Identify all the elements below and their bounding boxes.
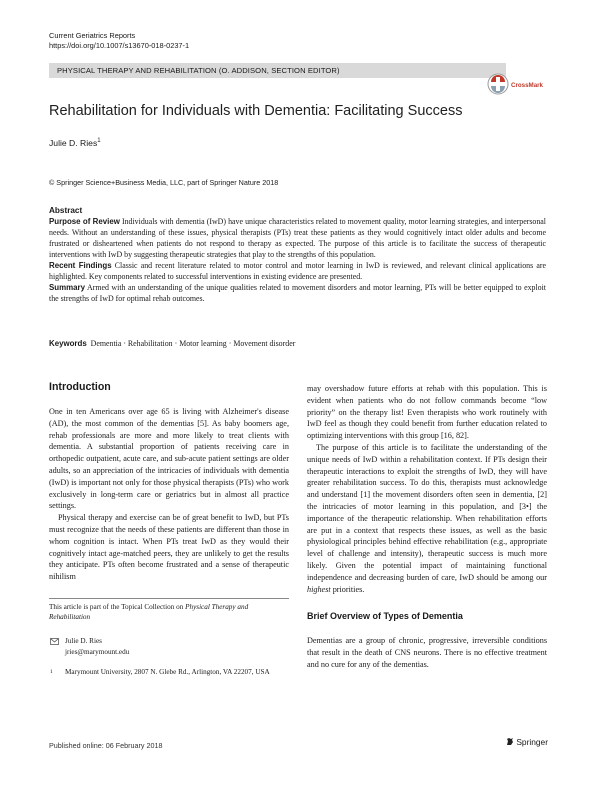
- crossmark-label: CrossMark: [511, 82, 543, 89]
- purpose-text: Individuals with dementia (IwD) have unique characteristics related to movement quality, motor learning strategies, and interpersonal needs. Without an understanding of these issues, physical therapists (PTs) treat these patients as they would cognitively intact older adults and become frustrated or disheartened when patients do not respond to therapy as expected. The purpose of this article is to facilitate the success of therapeutic interventions with IwD by suggesting therapeutic strategies that play to the strengths of this population.: [49, 217, 546, 259]
- left-paragraph-2: Physical therapy and exercise can be of great benefit to IwD, but PTs must recognize that the needs of these patients are different than those in whom cognition is intact. When PTs treat IwD as they would their cognitively intact age-matched peers, they are unlikely to get the results they anticipate. PTs often become frustrated and a sense of therapeutic nihilism: [49, 513, 289, 582]
- article-title: Rehabilitation for Individuals with Dementia: Facilitating Success: [49, 103, 463, 119]
- findings-text: Classic and recent literature related to motor control and motor learning in IwD is reviewed, and relevant clinical applications are highlighted. Key components related to successful interventions in existing evidence are presented.: [49, 261, 546, 281]
- affiliation-number: 1: [50, 669, 53, 675]
- footnote-rule: [49, 598, 289, 599]
- journal-doi[interactable]: https://doi.org/10.1007/s13670-018-0237-1: [49, 41, 190, 50]
- right-column: [307, 383, 547, 671]
- summary-label: Summary: [49, 283, 85, 292]
- introduction-heading: Introduction: [49, 381, 111, 393]
- summary-text: Armed with an understanding of the unique qualities related to movement disorders and motor learning, PTs will be better equipped to exploit the strengths of IwD for optimal rehab outcomes.: [49, 283, 547, 303]
- purpose-label: Purpose of Review: [49, 217, 120, 226]
- topical-collection-note: [49, 602, 289, 622]
- right-paragraph-1: may overshadow future efforts at rehab with this population. This is evident when patients who do not follow commands become “low priority” on the therapy list! Even therapists who work routinely with IwD feel as though they could benefit from further education related to optimizing interventions with this group [16, 82].: [307, 384, 547, 441]
- keywords-list: Dementia · Rehabilitation · Motor learning · Movement disorder: [90, 339, 296, 348]
- published-date: Published online: 06 February 2018: [49, 741, 163, 750]
- author-name[interactable]: Julie D. Ries: [49, 138, 98, 148]
- footnote-prefix: This article is part of the Topical Collection on: [49, 603, 184, 611]
- left-paragraph-1: One in ten Americans over age 65 is living with Alzheimer's disease (AD), the most common of the dementias [5]. As baby boomers age, rehab professionals are more and more likely to treat clients with dementia. A substantial proportion of patients receiving care in orthopedic outpatient, acute care, and sub-acute patient settings are older adults, so an appreciation of the intricacies of individuals with dementia (IwD) is important not only for those physical therapists (PTs) who work exclusively in long-term care or geriatrics but in almost all practice settings.: [49, 407, 289, 511]
- contact-name: Julie D. Ries: [65, 637, 102, 645]
- right-paragraph-3: Dementias are a group of chronic, progressive, irreversible conditions that result in the death of CNS neurons. There is no effective treatment and no cure for any of the dementias.: [307, 636, 547, 669]
- affiliation: [49, 667, 289, 678]
- introduction-heading-wrap: [49, 381, 111, 393]
- journal-info: [49, 31, 189, 51]
- abstract-heading: Abstract: [49, 206, 83, 215]
- left-column: [49, 406, 289, 583]
- springer-horse-icon: [506, 737, 514, 748]
- author-line: [49, 138, 101, 148]
- publisher-logo: [506, 737, 548, 748]
- contact-email[interactable]: jries@marymount.edu: [65, 648, 130, 656]
- section-header: PHYSICAL THERAPY AND REHABILITATION (O. ADDISON, SECTION EDITOR): [49, 63, 506, 78]
- keywords: [49, 339, 295, 348]
- crossmark-icon: [487, 71, 557, 97]
- dementia-types-heading: Brief Overview of Types of Dementia: [307, 611, 463, 622]
- emphasis-highest: highest: [307, 584, 331, 594]
- publisher-name: Springer: [516, 737, 548, 747]
- crossmark-badge[interactable]: [487, 71, 557, 97]
- right-paragraph-2-text: The purpose of this article is to facilitate the understanding of the unique needs of IwD within a rehabilitation context. If PTs design their therapeutic interactions to exploit the strengths of IwD, they will have greater rehabilitation success. To do this, therapists must acknowledge and understand [1] the movement disorders often seen in dementia, [2] the intricacies of motor learning in this population, and [3•] the importance of the therapeutic relationship. When rehabilitation efforts are put in a context that respects these issues, as well as the basic physiological principles behind effective rehabilitation (e.g., appropriate level of challenge and intensity), therapeutic success is much more likely. Given the potential impact of maintaining functional independence and decreasing burden of care, IwD should be among our: [307, 442, 547, 582]
- right-paragraph-2: [307, 442, 547, 595]
- findings-label: Recent Findings: [49, 261, 112, 270]
- footnote-topic[interactable]: Physical Therapy and Rehabilitation: [49, 603, 249, 621]
- contact-block: [49, 636, 289, 658]
- author-affil-marker: 1: [97, 138, 101, 145]
- envelope-icon: [50, 638, 59, 649]
- affiliation-text: Marymount University, 2807 N. Glebe Rd., Arlington, VA 22207, USA: [65, 668, 270, 676]
- abstract: [49, 205, 546, 304]
- copyright: © Springer Science+Business Media, LLC, part of Springer Nature 2018: [49, 178, 279, 187]
- keywords-label: Keywords: [49, 339, 87, 348]
- journal-name: Current Geriatrics Reports: [49, 31, 136, 40]
- right-paragraph-2-end: priorities.: [332, 584, 365, 594]
